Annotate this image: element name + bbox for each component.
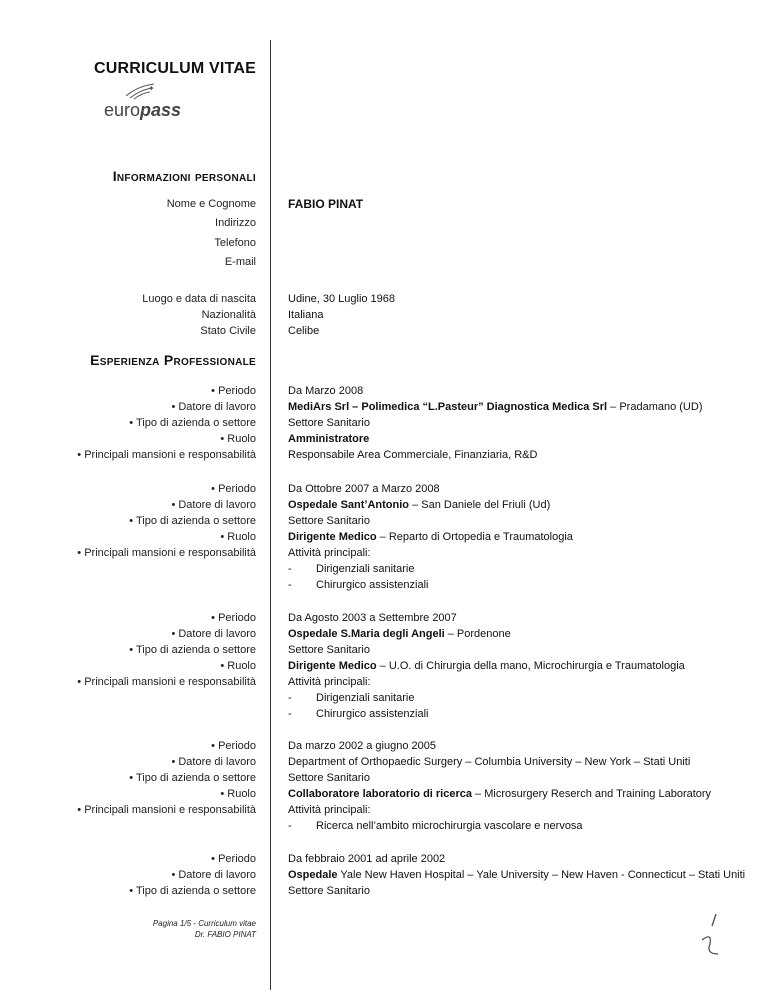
page-footer xyxy=(153,918,256,940)
personal-info-heading: Informazioni personali xyxy=(112,168,256,184)
period-label: • Periodo xyxy=(211,483,256,495)
sector-value: Settore Sanitario xyxy=(288,772,370,784)
role-label: • Ruolo xyxy=(220,531,256,543)
duty-bullet: - Dirigenziali sanitarie xyxy=(288,692,415,704)
name-label: Nome e Cognome xyxy=(166,198,256,210)
employer-label: • Datore di lavoro xyxy=(171,869,256,881)
period-value: Da Marzo 2008 xyxy=(288,385,364,397)
svg-text:✦: ✦ xyxy=(148,84,155,93)
footer-page-info: Pagina 1/5 - Curriculum vitae xyxy=(152,919,256,928)
experience-heading: Esperienza Professionale xyxy=(90,352,256,368)
period-value: Da febbraio 2001 ad aprile 2002 xyxy=(288,853,446,865)
sector-value: Settore Sanitario xyxy=(288,644,370,656)
employer-value: Ospedale Sant’Antonio – San Daniele del Friuli (Ud) xyxy=(288,499,551,511)
duties-label: • Principali mansioni e responsabilità xyxy=(77,449,256,461)
duty-bullet: - Dirigenziali sanitarie xyxy=(288,563,415,575)
duty-bullet: - Chirurgico assistenziali xyxy=(288,708,429,720)
role-value: Dirigente Medico – U.O. di Chirurgia della mano, Microchirurgia e Traumatologia xyxy=(288,660,685,672)
name-value: FABIO PINAT xyxy=(288,197,364,211)
sector-label: • Tipo di azienda o settore xyxy=(129,772,256,784)
column-divider xyxy=(270,40,271,990)
document-title: CURRICULUM VITAE xyxy=(93,60,256,77)
handwritten-mark xyxy=(688,910,728,970)
phone-label: Telefono xyxy=(214,237,256,249)
duty-bullet: - Chirurgico assistenziali xyxy=(288,579,429,591)
employer-value: Ospedale Yale New Haven Hospital – Yale University – New Haven - Connecticut – Stati Uniti xyxy=(288,869,746,881)
duties-value: Attività principali: xyxy=(288,547,371,559)
sector-label: • Tipo di azienda o settore xyxy=(129,515,256,527)
europass-wordmark: europass xyxy=(104,100,182,120)
duty-bullet: - Ricerca nell’ambito microchirurgia vascolare e nervosa xyxy=(288,820,583,832)
role-label: • Ruolo xyxy=(220,788,256,800)
civil-status-label: Stato Civile xyxy=(200,325,256,337)
employer-label: • Datore di lavoro xyxy=(171,756,256,768)
birth-label: Luogo e data di nascita xyxy=(142,293,256,305)
duties-value: Attività principali: xyxy=(288,676,371,688)
employer-value: Department of Orthopaedic Surgery – Columbia University – New York – Stati Uniti xyxy=(288,756,691,768)
footer-author: Dr. FABIO PINAT xyxy=(194,930,256,939)
role-value: Collaboratore laboratorio di ricerca – Microsurgery Reserch and Training Laboratory xyxy=(288,788,712,800)
europass-stars-icon xyxy=(120,82,160,100)
sector-label: • Tipo di azienda o settore xyxy=(129,417,256,429)
duties-value: Attività principali: xyxy=(288,804,371,816)
period-label: • Periodo xyxy=(211,853,256,865)
period-value: Da Agosto 2003 a Settembre 2007 xyxy=(288,612,457,624)
nationality-label: Nazionalità xyxy=(201,309,256,321)
duties-label: • Principali mansioni e responsabilità xyxy=(77,804,256,816)
email-label: E-mail xyxy=(224,256,256,268)
role-label: • Ruolo xyxy=(220,433,256,445)
period-label: • Periodo xyxy=(211,740,256,752)
employer-label: • Datore di lavoro xyxy=(171,401,256,413)
period-value: Da Ottobre 2007 a Marzo 2008 xyxy=(288,483,440,495)
employer-label: • Datore di lavoro xyxy=(171,628,256,640)
period-value: Da marzo 2002 a giugno 2005 xyxy=(288,740,436,752)
employer-label: • Datore di lavoro xyxy=(171,499,256,511)
duties-value: Responsabile Area Commerciale, Finanziaria, R&D xyxy=(288,449,538,461)
sector-value: Settore Sanitario xyxy=(288,885,370,897)
employer-value: MediArs Srl – Polimedica “L.Pasteur” Diagnostica Medica Srl – Pradamano (UD) xyxy=(288,401,703,413)
employer-value: Ospedale S.Maria degli Angeli – Pordenone xyxy=(288,628,511,640)
civil-status-value: Celibe xyxy=(288,325,320,337)
nationality-value: Italiana xyxy=(288,309,324,321)
birth-value: Udine, 30 Luglio 1968 xyxy=(288,293,396,305)
sector-label: • Tipo di azienda o settore xyxy=(129,644,256,656)
sector-label: • Tipo di azienda o settore xyxy=(129,885,256,897)
role-value: Amministratore xyxy=(288,433,370,445)
address-label: Indirizzo xyxy=(215,217,256,229)
period-label: • Periodo xyxy=(211,612,256,624)
europass-logo xyxy=(104,84,194,128)
period-label: • Periodo xyxy=(211,385,256,397)
role-label: • Ruolo xyxy=(220,660,256,672)
duties-label: • Principali mansioni e responsabilità xyxy=(77,547,256,559)
sector-value: Settore Sanitario xyxy=(288,515,370,527)
sector-value: Settore Sanitario xyxy=(288,417,370,429)
duties-label: • Principali mansioni e responsabilità xyxy=(77,676,256,688)
role-value: Dirigente Medico – Reparto di Ortopedia e Traumatologia xyxy=(288,531,573,543)
